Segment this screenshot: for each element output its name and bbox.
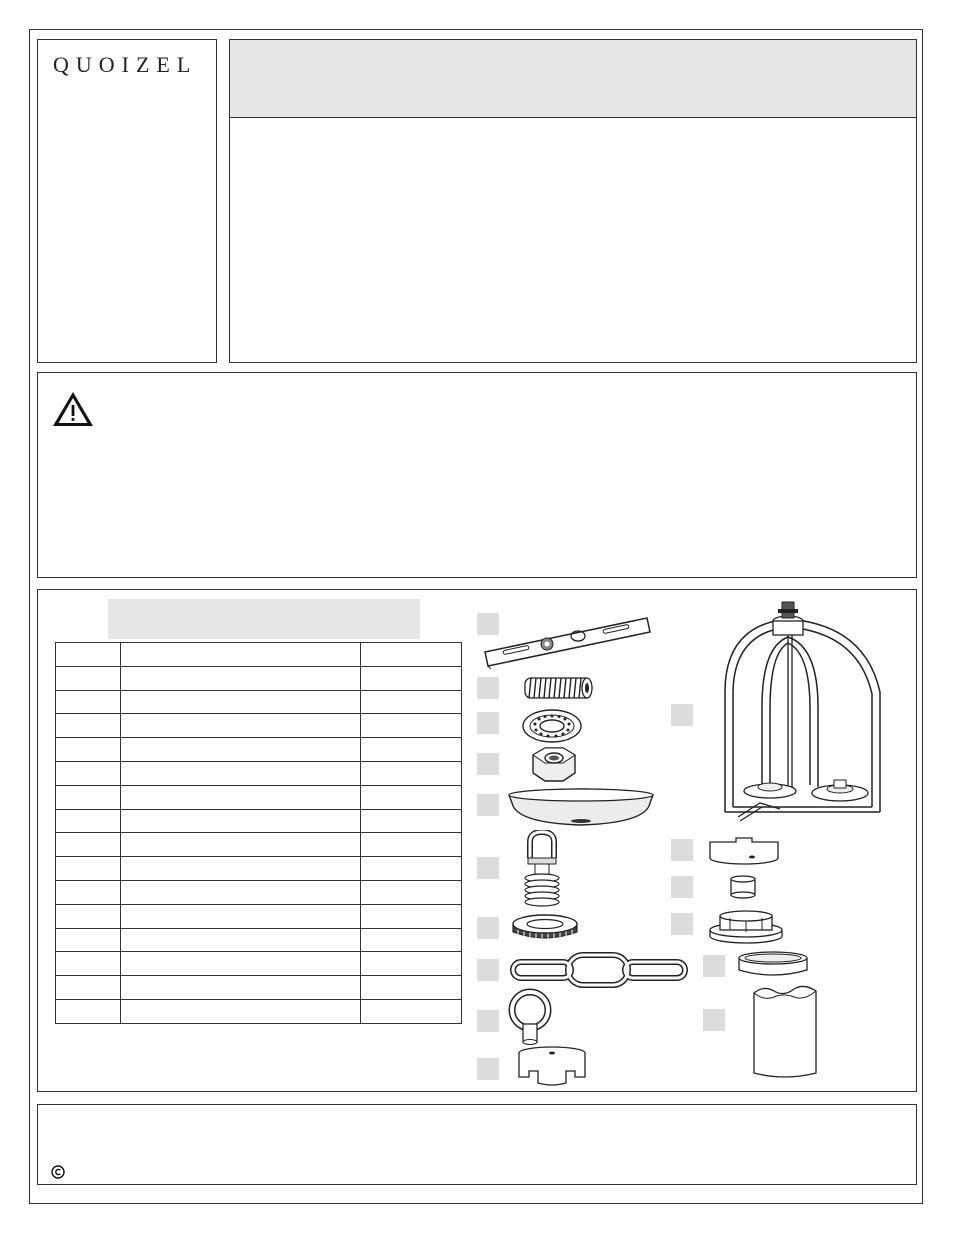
part-label <box>477 677 499 699</box>
part-label <box>703 955 725 977</box>
part-label <box>477 794 499 816</box>
table-row <box>56 785 462 809</box>
table-row <box>56 761 462 785</box>
table-cell <box>120 738 360 762</box>
threaded-nipple-part <box>523 674 598 704</box>
table-row <box>56 714 462 738</box>
loop-ring-part <box>508 988 556 1046</box>
crossbar-part <box>483 608 653 670</box>
part-label <box>477 753 499 775</box>
table-cell <box>120 833 360 857</box>
parts-list-header <box>108 599 420 639</box>
table-cell <box>56 880 121 904</box>
table-cell <box>56 976 121 1000</box>
table-row <box>56 976 462 1000</box>
table-cell <box>120 904 360 928</box>
swivel-loop-part <box>520 830 565 910</box>
table-cell <box>120 928 360 952</box>
table-cell <box>361 952 462 976</box>
part-label <box>671 876 693 898</box>
table-cell <box>361 928 462 952</box>
table-cell <box>56 666 121 690</box>
table-cell <box>361 880 462 904</box>
socket-ring-part <box>706 908 786 946</box>
table-cell <box>56 904 121 928</box>
table-cell <box>120 666 360 690</box>
table-cell <box>120 976 360 1000</box>
cluster-top-part <box>706 836 784 866</box>
table-row <box>56 999 462 1023</box>
title-panel <box>229 39 917 363</box>
footer-panel <box>37 1104 917 1185</box>
table-cell <box>361 976 462 1000</box>
brand-logo: QUOIZEL <box>53 52 198 77</box>
part-label <box>477 1010 499 1032</box>
small-cap-part <box>728 875 758 899</box>
table-cell <box>361 999 462 1023</box>
table-row <box>56 643 462 667</box>
table-cell <box>120 809 360 833</box>
warning-triangle-icon <box>52 391 94 427</box>
table-row <box>56 738 462 762</box>
table-cell <box>120 952 360 976</box>
canopy-part <box>506 787 656 829</box>
table-cell <box>56 833 121 857</box>
table-cell <box>361 785 462 809</box>
table-cell <box>361 666 462 690</box>
table-row <box>56 952 462 976</box>
table-row <box>56 666 462 690</box>
table-cell <box>361 714 462 738</box>
part-label <box>477 1058 499 1080</box>
table-cell <box>120 761 360 785</box>
table-cell <box>56 999 121 1023</box>
ring-nut-part <box>510 912 580 944</box>
table-cell <box>361 833 462 857</box>
part-label <box>477 959 499 981</box>
table-cell <box>56 714 121 738</box>
table-row <box>56 928 462 952</box>
table-cell <box>56 928 121 952</box>
fixture-frame-part <box>700 597 900 833</box>
warning-panel <box>37 372 917 578</box>
table-row <box>56 809 462 833</box>
table-row <box>56 690 462 714</box>
part-label <box>703 1009 725 1031</box>
logo-panel <box>37 39 217 363</box>
table-cell <box>361 643 462 667</box>
part-label <box>477 917 499 939</box>
table-cell <box>56 643 121 667</box>
copyright-icon <box>51 1165 65 1179</box>
parts-panel <box>37 589 917 1092</box>
table-cell <box>361 690 462 714</box>
lock-washer-part <box>521 707 583 745</box>
table-row <box>56 857 462 881</box>
table-cell <box>56 857 121 881</box>
table-cell <box>361 761 462 785</box>
chain-part <box>510 950 690 990</box>
title-band <box>230 40 916 118</box>
table-cell <box>361 904 462 928</box>
table-cell <box>120 643 360 667</box>
parts-table <box>55 642 462 1024</box>
table-cell <box>56 761 121 785</box>
table-cell <box>120 714 360 738</box>
table-cell <box>120 785 360 809</box>
part-label <box>671 704 693 726</box>
table-cell <box>361 809 462 833</box>
part-label <box>671 913 693 935</box>
candle-sleeve-part <box>750 983 820 1083</box>
table-cell <box>120 999 360 1023</box>
part-label <box>477 712 499 734</box>
hex-nut-part <box>525 745 580 787</box>
table-cell <box>56 690 121 714</box>
part-label <box>477 857 499 879</box>
table-cell <box>120 880 360 904</box>
table-row <box>56 880 462 904</box>
table-cell <box>56 785 121 809</box>
table-row <box>56 904 462 928</box>
table-cell <box>56 952 121 976</box>
table-cell <box>361 857 462 881</box>
part-label <box>671 839 693 861</box>
table-cell <box>361 738 462 762</box>
table-cell <box>120 857 360 881</box>
table-cell <box>120 690 360 714</box>
table-cell <box>56 738 121 762</box>
table-row <box>56 833 462 857</box>
table-cell <box>56 809 121 833</box>
trim-ring-part <box>735 950 811 980</box>
cluster-body-part <box>516 1045 588 1087</box>
